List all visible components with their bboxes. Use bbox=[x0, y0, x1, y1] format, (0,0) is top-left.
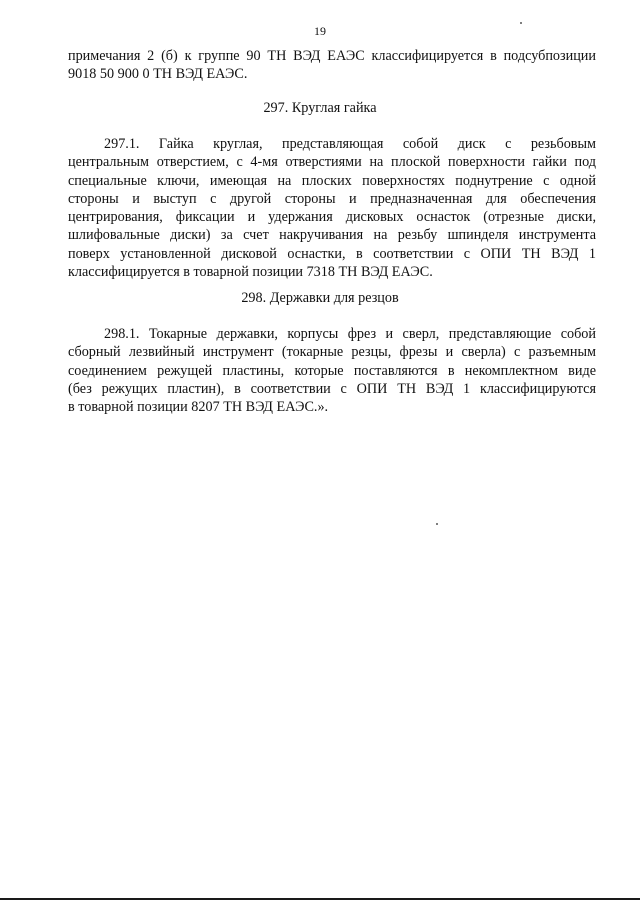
intro-paragraph bbox=[68, 47, 596, 84]
section-298-line: в товарной позиции 8207 ТН ВЭД ЕАЭС.». bbox=[68, 399, 329, 416]
section-298-line: (без режущих пластин), в соответствии с ОПИ ТН ВЭД 1 классифицируются bbox=[68, 380, 596, 397]
intro-line: примечания 2 (б) к группе 90 ТН ВЭД ЕАЭС классифицируется в подсубпозиции bbox=[68, 48, 596, 64]
section-297-line: 297.1. Гайка круглая, представляющая собой диск с резьбовым bbox=[104, 136, 596, 152]
page-number: 19 bbox=[314, 24, 326, 38]
section-297-heading: 297. Круглая гайка bbox=[263, 100, 377, 116]
scan-speck bbox=[436, 523, 438, 525]
section-298-line: соединением режущей пластины, которые поставляются в некомплектном виде bbox=[68, 362, 596, 379]
section-297-line: специальные ключи, имеющая на плоских поверхностях поднутрение с одной bbox=[68, 172, 596, 189]
section-298-line: 298.1. Токарные державки, корпусы фрез и сверл, представляющие собой bbox=[104, 326, 596, 342]
section-297-line: классифицируется в товарной позиции 7318 ТН ВЭД ЕАЭС. bbox=[68, 264, 433, 281]
scan-speck bbox=[520, 22, 522, 24]
section-298-paragraph bbox=[68, 325, 596, 416]
section-297-line: поверх установленной дисковой оснастки, в соответствии с ОПИ ТН ВЭД 1 bbox=[68, 245, 596, 262]
section-297-line: стороны и выступ с другой стороны и предназначенная для обеспечения bbox=[68, 190, 596, 207]
scan-bottom-edge bbox=[0, 898, 640, 900]
section-298-heading: 298. Державки для резцов bbox=[241, 290, 399, 306]
section-297-line: шлифовальные диски) за счет накручивания на резьбу шпинделя инструмента bbox=[68, 227, 596, 244]
section-297-line: центрирования, фиксации и удержания дисковых оснасток (отрезные диски, bbox=[68, 209, 596, 226]
section-297-paragraph bbox=[68, 135, 596, 281]
section-298-line: сборный лезвийный инструмент (токарные резцы, фрезы и сверла) с разъемным bbox=[68, 344, 596, 361]
section-297-line: центральным отверстием, с 4-мя отверстиями на плоской поверхности гайки под bbox=[68, 154, 596, 171]
intro-line: 9018 50 900 0 ТН ВЭД ЕАЭС. bbox=[68, 66, 248, 83]
